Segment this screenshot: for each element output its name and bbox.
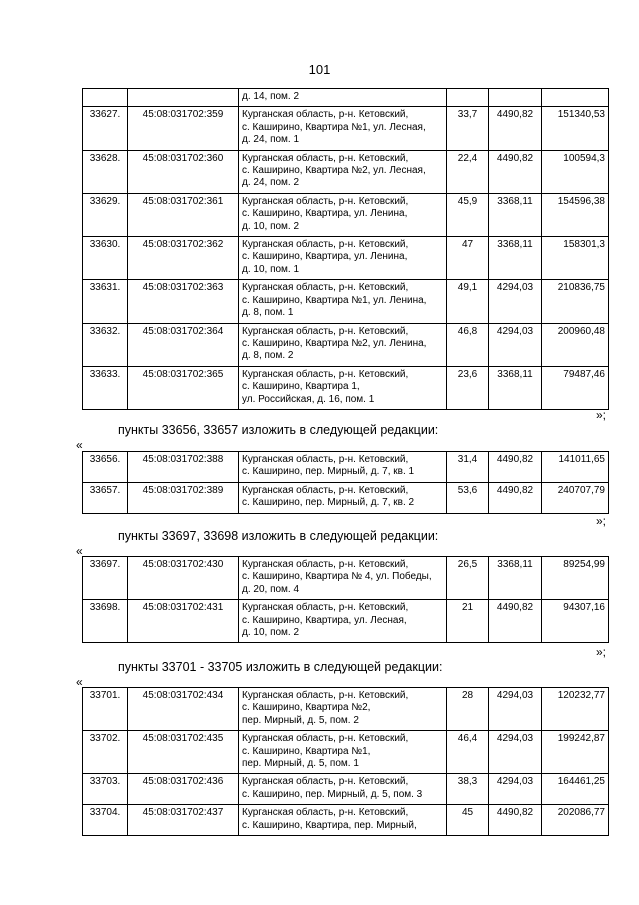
rate: 4294,03 bbox=[489, 774, 542, 805]
cadastral-number bbox=[128, 89, 239, 107]
opening-quote: « bbox=[76, 544, 83, 558]
table-row bbox=[83, 323, 609, 366]
area: 53,6 bbox=[447, 482, 489, 513]
closing-quote: »; bbox=[596, 408, 607, 422]
cadastral-number: 45:08:031702:434 bbox=[128, 688, 239, 731]
cadastral-number: 45:08:031702:362 bbox=[128, 237, 239, 280]
cadastral-number: 45:08:031702:364 bbox=[128, 323, 239, 366]
cadastral-value: 100594,3 bbox=[542, 150, 609, 193]
table-row bbox=[83, 482, 609, 513]
address: Курганская область, р-н. Кетовский, с. Каширино, пер. Мирный, д. 7, кв. 2 bbox=[239, 482, 447, 513]
table-row bbox=[83, 280, 609, 323]
cadastral-number: 45:08:031702:360 bbox=[128, 150, 239, 193]
cadastral-value: 200960,48 bbox=[542, 323, 609, 366]
area: 21 bbox=[447, 600, 489, 643]
item-number: 33628. bbox=[83, 150, 128, 193]
item-number: 33657. bbox=[83, 482, 128, 513]
area: 26,5 bbox=[447, 557, 489, 600]
rate: 3368,11 bbox=[489, 366, 542, 409]
cadastral-value: 79487,46 bbox=[542, 366, 609, 409]
item-number: 33631. bbox=[83, 280, 128, 323]
item-number: 33629. bbox=[83, 193, 128, 236]
rate: 4490,82 bbox=[489, 600, 542, 643]
cadastral-value: 154596,38 bbox=[542, 193, 609, 236]
item-number: 33633. bbox=[83, 366, 128, 409]
closing-quote: »; bbox=[596, 645, 607, 659]
cadastral-number: 45:08:031702:435 bbox=[128, 731, 239, 774]
table-row bbox=[83, 107, 609, 150]
property-table bbox=[82, 451, 609, 514]
address: Курганская область, р-н. Кетовский, с. Каширино, Квартира №2, ул. Лесная, д. 24, пом. 2 bbox=[239, 150, 447, 193]
table-row bbox=[83, 150, 609, 193]
area: 45,9 bbox=[447, 193, 489, 236]
rate: 4294,03 bbox=[489, 280, 542, 323]
address: Курганская область, р-н. Кетовский, с. Каширино, Квартира № 4, ул. Победы, д. 20, пом. 4 bbox=[239, 557, 447, 600]
cadastral-value: 164461,25 bbox=[542, 774, 609, 805]
address: д. 14, пом. 2 bbox=[239, 89, 447, 107]
cadastral-number: 45:08:031702:437 bbox=[128, 805, 239, 836]
rate: 3368,11 bbox=[489, 193, 542, 236]
area: 33,7 bbox=[447, 107, 489, 150]
item-number: 33697. bbox=[83, 557, 128, 600]
table-row bbox=[83, 452, 609, 483]
property-table bbox=[82, 687, 609, 836]
cadastral-value: 202086,77 bbox=[542, 805, 609, 836]
area: 46,4 bbox=[447, 731, 489, 774]
item-number: 33702. bbox=[83, 731, 128, 774]
item-number: 33656. bbox=[83, 452, 128, 483]
cadastral-value: 158301,3 bbox=[542, 237, 609, 280]
cadastral-number: 45:08:031702:436 bbox=[128, 774, 239, 805]
area: 31,4 bbox=[447, 452, 489, 483]
table-row bbox=[83, 557, 609, 600]
section-heading: пункты 33701 - 33705 изложить в следующей редакции: bbox=[118, 660, 443, 674]
area: 46,8 bbox=[447, 323, 489, 366]
area: 28 bbox=[447, 688, 489, 731]
item-number: 33627. bbox=[83, 107, 128, 150]
item-number: 33632. bbox=[83, 323, 128, 366]
address: Курганская область, р-н. Кетовский, с. Каширино, Квартира, ул. Ленина, д. 10, пом. 2 bbox=[239, 193, 447, 236]
address: Курганская область, р-н. Кетовский, с. Каширино, Квартира №1, ул. Ленина, д. 8, пом. 1 bbox=[239, 280, 447, 323]
table-row bbox=[83, 774, 609, 805]
cadastral-number: 45:08:031702:365 bbox=[128, 366, 239, 409]
item-number: 33698. bbox=[83, 600, 128, 643]
area: 22,4 bbox=[447, 150, 489, 193]
table-row bbox=[83, 805, 609, 836]
rate: 4490,82 bbox=[489, 805, 542, 836]
table-row bbox=[83, 731, 609, 774]
address: Курганская область, р-н. Кетовский, с. Каширино, Квартира №1, пер. Мирный, д. 5, пом. 1 bbox=[239, 731, 447, 774]
cadastral-number: 45:08:031702:359 bbox=[128, 107, 239, 150]
address: Курганская область, р-н. Кетовский, с. Каширино, пер. Мирный, д. 5, пом. 3 bbox=[239, 774, 447, 805]
item-number: 33704. bbox=[83, 805, 128, 836]
property-table bbox=[82, 556, 609, 643]
area: 45 bbox=[447, 805, 489, 836]
cadastral-value bbox=[542, 89, 609, 107]
rate: 4294,03 bbox=[489, 323, 542, 366]
cadastral-value: 94307,16 bbox=[542, 600, 609, 643]
cadastral-number: 45:08:031702:388 bbox=[128, 452, 239, 483]
table-row bbox=[83, 89, 609, 107]
property-table bbox=[82, 88, 609, 410]
address: Курганская область, р-н. Кетовский, с. Каширино, Квартира, пер. Мирный, bbox=[239, 805, 447, 836]
opening-quote: « bbox=[76, 675, 83, 689]
cadastral-value: 120232,77 bbox=[542, 688, 609, 731]
rate bbox=[489, 89, 542, 107]
address: Курганская область, р-н. Кетовский, с. Каширино, Квартира №2, ул. Ленина, д. 8, пом. 2 bbox=[239, 323, 447, 366]
cadastral-value: 89254,99 bbox=[542, 557, 609, 600]
section-heading: пункты 33697, 33698 изложить в следующей редакции: bbox=[118, 529, 439, 543]
area: 23,6 bbox=[447, 366, 489, 409]
cadastral-number: 45:08:031702:389 bbox=[128, 482, 239, 513]
area: 49,1 bbox=[447, 280, 489, 323]
cadastral-number: 45:08:031702:363 bbox=[128, 280, 239, 323]
cadastral-number: 45:08:031702:430 bbox=[128, 557, 239, 600]
rate: 4294,03 bbox=[489, 688, 542, 731]
area: 38,3 bbox=[447, 774, 489, 805]
rate: 4490,82 bbox=[489, 482, 542, 513]
address: Курганская область, р-н. Кетовский, с. Каширино, пер. Мирный, д. 7, кв. 1 bbox=[239, 452, 447, 483]
cadastral-value: 141011,65 bbox=[542, 452, 609, 483]
cadastral-value: 151340,53 bbox=[542, 107, 609, 150]
table-row bbox=[83, 366, 609, 409]
address: Курганская область, р-н. Кетовский, с. Каширино, Квартира, ул. Ленина, д. 10, пом. 1 bbox=[239, 237, 447, 280]
page-number: 101 bbox=[308, 62, 331, 77]
cadastral-value: 240707,79 bbox=[542, 482, 609, 513]
rate: 4490,82 bbox=[489, 107, 542, 150]
cadastral-number: 45:08:031702:361 bbox=[128, 193, 239, 236]
area bbox=[447, 89, 489, 107]
item-number: 33630. bbox=[83, 237, 128, 280]
rate: 4294,03 bbox=[489, 731, 542, 774]
item-number: 33701. bbox=[83, 688, 128, 731]
cadastral-value: 210836,75 bbox=[542, 280, 609, 323]
table-row bbox=[83, 600, 609, 643]
address: Курганская область, р-н. Кетовский, с. Каширино, Квартира №2, пер. Мирный, д. 5, пом. 2 bbox=[239, 688, 447, 731]
rate: 4490,82 bbox=[489, 150, 542, 193]
cadastral-value: 199242,87 bbox=[542, 731, 609, 774]
rate: 3368,11 bbox=[489, 237, 542, 280]
address: Курганская область, р-н. Кетовский, с. Каширино, Квартира №1, ул. Лесная, д. 24, пом. 1 bbox=[239, 107, 447, 150]
closing-quote: »; bbox=[596, 514, 607, 528]
area: 47 bbox=[447, 237, 489, 280]
opening-quote: « bbox=[76, 438, 83, 452]
table-row bbox=[83, 688, 609, 731]
item-number: 33703. bbox=[83, 774, 128, 805]
rate: 3368,11 bbox=[489, 557, 542, 600]
table-row bbox=[83, 237, 609, 280]
item-number bbox=[83, 89, 128, 107]
table-row bbox=[83, 193, 609, 236]
cadastral-number: 45:08:031702:431 bbox=[128, 600, 239, 643]
address: Курганская область, р-н. Кетовский, с. Каширино, Квартира 1, ул. Российская, д. 16, пом. 1 bbox=[239, 366, 447, 409]
rate: 4490,82 bbox=[489, 452, 542, 483]
section-heading: пункты 33656, 33657 изложить в следующей редакции: bbox=[118, 423, 439, 437]
address: Курганская область, р-н. Кетовский, с. Каширино, Квартира, ул. Лесная, д. 10, пом. 2 bbox=[239, 600, 447, 643]
